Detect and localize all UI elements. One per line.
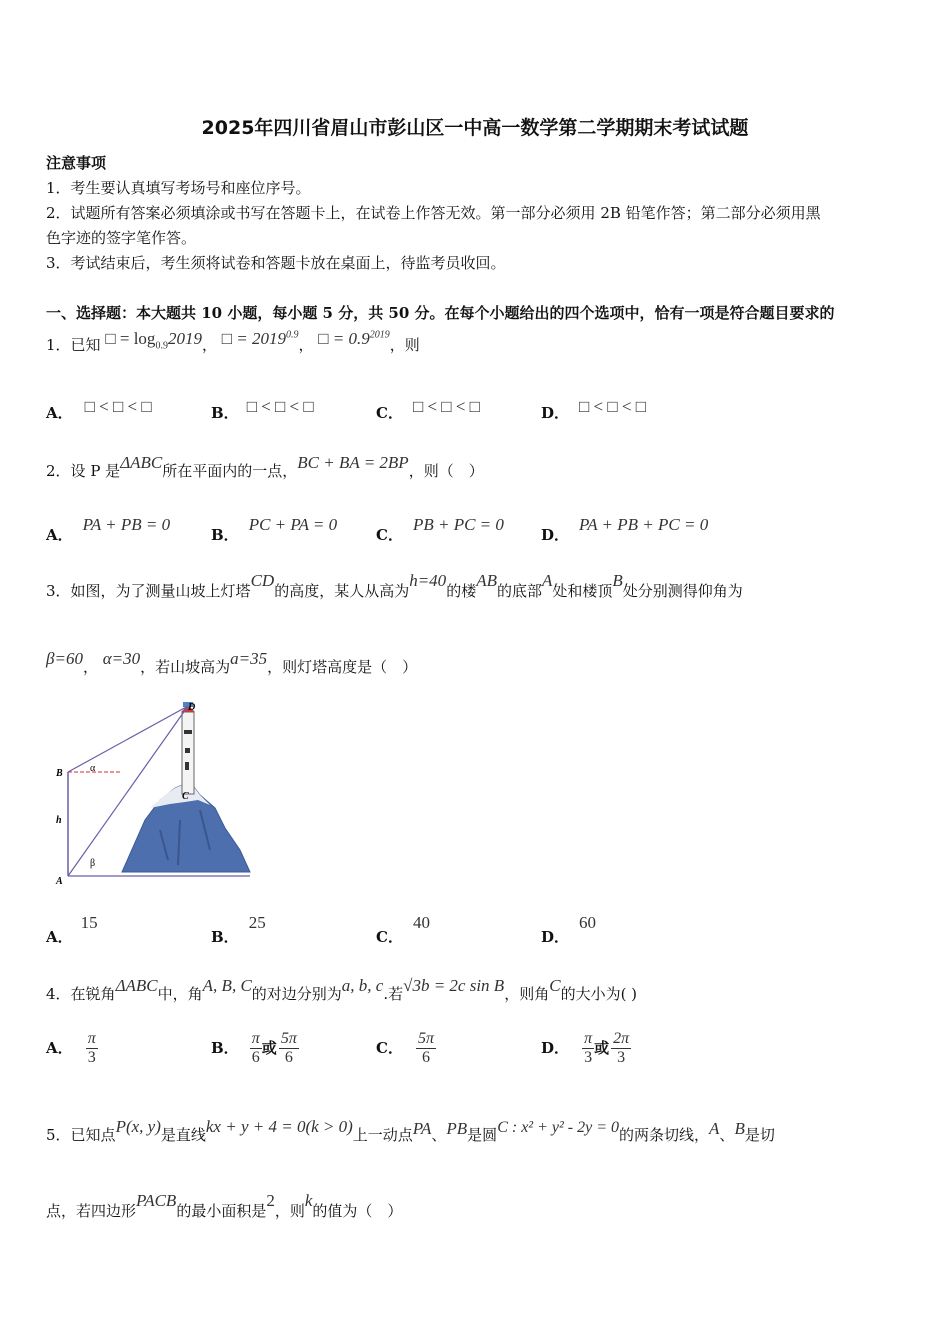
label-a: A: [56, 876, 63, 885]
formula: A: [709, 1119, 720, 1138]
fraction-num: 5π: [280, 1030, 297, 1047]
question-text: ，则: [389, 336, 420, 354]
notice-heading: 注意事项: [46, 154, 107, 172]
option-text: □ < □ < □: [84, 397, 152, 416]
formula: A, B, C: [202, 976, 252, 995]
formula: C : x² + y² - 2y = 0: [497, 1119, 620, 1136]
question-text: 已知点: [70, 1126, 116, 1144]
option-label: B．: [211, 928, 239, 946]
formula: AB: [476, 571, 497, 590]
fraction: [86, 1030, 98, 1067]
fraction-den: 6: [284, 1049, 293, 1066]
q3-option-c[interactable]: [376, 912, 430, 946]
question-text: 的大小为( ): [560, 985, 638, 1003]
question-text: 处和楼顶: [552, 582, 613, 600]
fraction: [611, 1030, 631, 1067]
question-text: 所在平面内的一点，: [162, 462, 298, 480]
formula: 2: [266, 1191, 275, 1210]
fraction-den: 3: [584, 1049, 593, 1066]
sight-line-bd: [68, 706, 188, 772]
notice-item: 2．试题所有答案必须填涂或书写在答题卡上，在试卷上作答无效。第一部分必须用 2B 铅笔作答；第二部分必须用黑: [46, 204, 821, 222]
tower-window: [184, 730, 192, 734]
question-text: .若: [383, 985, 404, 1003]
question-text: ，若山坡高为: [140, 658, 231, 676]
question-2: [46, 453, 484, 481]
punct: ，: [201, 336, 217, 354]
page-title: 2025年四川省眉山市彭山区一中高一数学第二学期期末考试试题: [201, 117, 749, 139]
formula-a: [105, 329, 202, 352]
question-5-line2: [46, 1191, 403, 1221]
question-text: ，则: [274, 1202, 305, 1220]
label-b: B: [56, 768, 63, 779]
question-3-line1: [46, 571, 743, 601]
q3-option-a[interactable]: [46, 912, 98, 946]
formula: kx + y + 4 = 0(k > 0): [205, 1117, 353, 1136]
question-text: 是切: [744, 1126, 775, 1144]
q4-option-a[interactable]: [46, 1030, 98, 1067]
question-text: ，则灯塔高度是（ ）: [267, 658, 418, 676]
option-label: C．: [376, 404, 403, 422]
q2-option-d[interactable]: [541, 514, 709, 544]
option-label: D．: [541, 1039, 570, 1057]
label-alpha: α: [90, 763, 96, 774]
section-heading: 一、选择题：本大题共 10 小题，每小题 5 分，共 50 分。在每个小题给出的四个选项中，恰有一项是符合题目要求的: [46, 304, 835, 322]
formula-sup: 2019: [369, 329, 390, 341]
label-beta: β: [90, 858, 96, 869]
formula: PB: [446, 1119, 468, 1138]
q1-option-b[interactable]: [211, 396, 314, 422]
question-text: ，: [82, 658, 98, 676]
formula: P(x, y): [115, 1117, 161, 1136]
question-text: 是圆: [467, 1126, 498, 1144]
fraction: [279, 1030, 299, 1067]
question-4: [46, 976, 638, 1004]
formula: BC + BA = 2BP: [297, 453, 409, 472]
notice-item: 1．考生要认真填写考场号和座位序号。: [46, 179, 311, 197]
formula: ΔABC: [115, 976, 158, 995]
fraction: [250, 1030, 262, 1067]
question-5-line1: [46, 1117, 775, 1145]
formula: CD: [250, 571, 275, 590]
formula-sup: 0.9: [285, 329, 299, 341]
formula: a, b, c: [341, 976, 384, 995]
question-text: 处分别测得仰角为: [622, 582, 743, 600]
question-text: 的对边分别为: [251, 985, 342, 1003]
formula: ΔABC: [120, 453, 163, 472]
fraction: [582, 1030, 594, 1067]
question-text: ，则（ ）: [408, 462, 484, 480]
question-text: 是直线: [160, 1126, 206, 1144]
option-label: D．: [541, 928, 570, 946]
formula-c: [318, 329, 390, 348]
formula: B: [734, 1119, 745, 1138]
formula: PACB: [136, 1191, 177, 1210]
question-text: 中，角: [157, 985, 203, 1003]
fraction-num: π: [251, 1030, 260, 1047]
question-text: 、: [719, 1126, 735, 1144]
q4-option-b[interactable]: [211, 1030, 299, 1067]
question-text: 的两条切线，: [619, 1126, 710, 1144]
option-label: B．: [211, 526, 239, 544]
question-text: 点，若四边形: [46, 1202, 137, 1220]
formula: a=35: [230, 649, 268, 668]
figure-svg: [50, 700, 260, 885]
question-3-line2: [46, 649, 418, 677]
option-label: B．: [211, 1039, 239, 1057]
q3-option-d[interactable]: [541, 912, 597, 946]
question-text: 在锐角: [70, 985, 116, 1003]
fraction: [416, 1030, 436, 1067]
option-text: 15: [80, 913, 98, 932]
option-text: 25: [248, 913, 266, 932]
q3-option-b[interactable]: [211, 912, 266, 946]
option-text: PC + PA = 0: [248, 515, 338, 534]
q2-option-c[interactable]: [376, 514, 504, 544]
fraction-den: 6: [422, 1049, 431, 1066]
question-number: 2．: [46, 462, 71, 480]
question-number: 5．: [46, 1126, 71, 1144]
notice-item: 色字迹的签字笔作答。: [46, 229, 197, 247]
q1-option-a[interactable]: [46, 396, 152, 422]
fraction-den: 3: [87, 1049, 96, 1066]
formula-sub: 0.9: [155, 340, 168, 352]
fraction-num: π: [87, 1030, 96, 1047]
option-text: 60: [579, 913, 597, 932]
question-text: 已知: [70, 336, 101, 354]
question-number: 1．: [46, 336, 71, 354]
option-label: C．: [376, 1039, 403, 1057]
option-label: A．: [46, 1039, 73, 1057]
fraction-num: π: [584, 1030, 593, 1047]
option-text: PB + PC = 0: [412, 515, 504, 534]
label-c: C: [182, 791, 189, 802]
lighthouse-figure: [50, 700, 260, 885]
formula: α=30: [102, 649, 141, 668]
fraction-den: 6: [251, 1049, 260, 1066]
option-label: D．: [541, 404, 570, 422]
formula: C: [549, 976, 561, 995]
formula-part: 2019: [167, 329, 202, 348]
question-text: 的楼: [446, 582, 477, 600]
formula: B: [612, 571, 623, 590]
or-text: 或: [594, 1039, 610, 1057]
q2-option-b[interactable]: [211, 514, 338, 544]
formula-b: [222, 329, 299, 348]
option-text: PA + PB = 0: [82, 515, 171, 534]
q1-option-c[interactable]: [376, 396, 480, 422]
option-label: B．: [211, 404, 239, 422]
question-number: 4．: [46, 985, 71, 1003]
question-text: 的值为（ ）: [312, 1202, 403, 1220]
option-label: A．: [46, 526, 73, 544]
formula: √3b = 2c sin B: [403, 976, 505, 995]
option-label: C．: [376, 526, 403, 544]
option-text: □ < □ < □: [579, 397, 646, 416]
fraction-num: 2π: [613, 1030, 630, 1047]
question-text: 的底部: [496, 582, 542, 600]
question-text: 的最小面积是: [176, 1202, 267, 1220]
option-text: □ < □ < □: [246, 397, 314, 416]
option-text: 40: [412, 913, 430, 932]
punct: ，: [298, 336, 314, 354]
question-text: 设 P 是: [70, 462, 121, 480]
or-text: 或: [261, 1039, 277, 1057]
formula: A: [542, 571, 553, 590]
option-text: □ < □ < □: [412, 397, 480, 416]
option-label: A．: [46, 928, 73, 946]
formula-part: □ = 0.9: [318, 329, 370, 348]
formula: k: [304, 1191, 313, 1210]
label-h: h: [56, 815, 62, 826]
option-label: A．: [46, 404, 73, 422]
formula-part: □ = 2019: [221, 329, 286, 348]
question-number: 3．: [46, 582, 71, 600]
formula: h=40: [409, 571, 447, 590]
q4-option-c[interactable]: [376, 1030, 436, 1067]
q1-option-d[interactable]: [541, 396, 646, 422]
q4-option-d[interactable]: [541, 1030, 631, 1067]
question-text: 、: [431, 1126, 447, 1144]
option-label: D．: [541, 526, 570, 544]
tower-window: [185, 748, 190, 753]
q2-option-a[interactable]: [46, 514, 171, 544]
formula: β=60: [46, 649, 83, 668]
question-text: ，则角: [504, 985, 550, 1003]
notice-item: 3．考试结束后，考生须将试卷和答题卡放在桌面上，待监考员收回。: [46, 254, 506, 272]
question-text: 上一动点: [352, 1126, 413, 1144]
question-text: 的高度，某人从高为: [274, 582, 410, 600]
formula: PA: [412, 1119, 432, 1138]
question-text: 如图，为了测量山坡上灯塔: [70, 582, 251, 600]
option-label: C．: [376, 928, 403, 946]
fraction-den: 3: [617, 1049, 626, 1066]
tower-window: [185, 762, 189, 770]
label-d: D: [188, 702, 196, 713]
formula-part: □ = log: [105, 329, 156, 348]
option-text: PA + PB + PC = 0: [579, 515, 709, 534]
question-1: [46, 329, 420, 357]
fraction-num: 5π: [418, 1030, 435, 1047]
